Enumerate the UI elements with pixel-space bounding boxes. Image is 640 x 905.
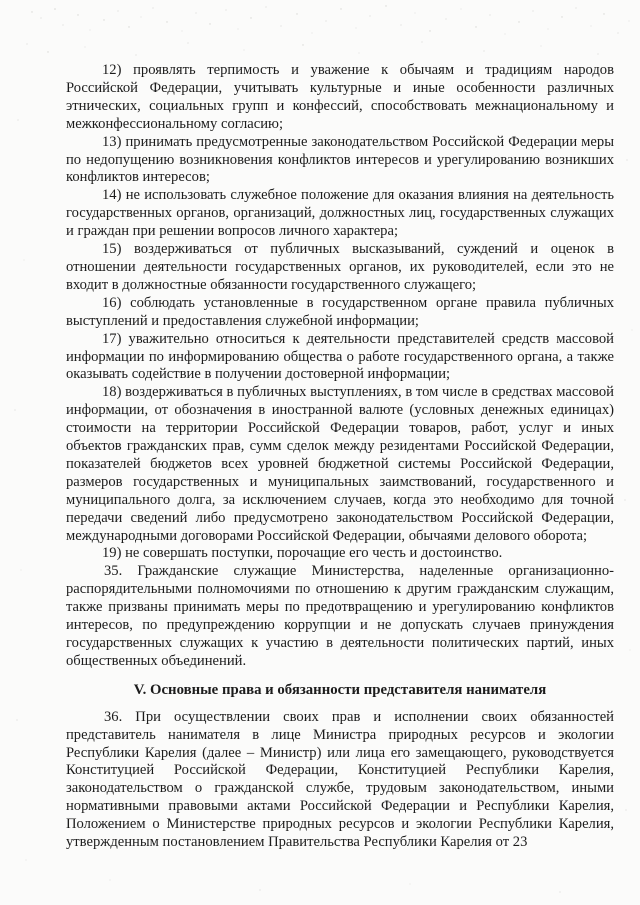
paragraph-35: 35. Гражданские служащие Министерства, наделенные организационно-распорядительными полномочиями по отношению к другим гражданским служащим, также призваны принимать меры по предотвращению и урегулированию конфликтов интересов, по предупреждению коррупции и не допускать случаев принуждения государственных служащих к участию в деятельности политических партий, иных общественных объединений. — [66, 563, 614, 669]
list-item-18: 18) воздерживаться в публичных выступлениях, в том числе в средствах массовой информации, от обозначения в иностранной валюте (условных денежных единицах) стоимости на территории Российской Федерации товаров, работ, услуг и иных объектов гражданских прав, сумм сделок между резидентами Российской Федерации, показателей бюджетов всех уровней бюджетной системы Российской Федерации, размеров государственных и муниципальных заимствований, государственного и муниципального долга, за исключением случаев, когда это необходимо для точной передачи сведений либо предусмотрено законодательством Российской Федерации, международными договорами Российской Федерации, обычаями делового оборота; — [66, 384, 614, 544]
list-item-13: 13) принимать предусмотренные законодательством Российской Федерации меры по недопущению возникновения конфликтов интересов и урегулированию возникших конфликтов интересов; — [66, 133, 614, 186]
list-item-17: 17) уважительно относиться к деятельности представителей средств массовой информации по информированию общества о работе государственного органа, а также оказывать содействие в получении достоверной информации; — [66, 330, 614, 383]
document-body — [66, 62, 614, 852]
list-item-15: 15) воздерживаться от публичных высказываний, суждений и оценок в отношении деятельности государственных органов, их руководителей, если это не входит в должностные обязанности государственного служащего; — [66, 241, 614, 293]
list-item-14: 14) не использовать служебное положение для оказания влияния на деятельность государственных органов, организаций, должностных лиц, государственных служащих и граждан при решении вопросов личного характера; — [66, 187, 614, 240]
list-item-16: 16) соблюдать установленные в государственном органе правила публичных выступлений и предоставления служебной информации; — [66, 294, 614, 329]
list-item-12: 12) проявлять терпимость и уважение к обычаям и традициям народов Российской Федерации, учитывать культурные и иные особенности различных этнических, социальных групп и конфессий, способствовать межнациональному и межконфессиональному согласию; — [66, 62, 614, 132]
paragraph-36: 36. При осуществлении своих прав и исполнении своих обязанностей представитель нанимателя в лице Министра природных ресурсов и экологии Республики Карелия (далее – Министр) или лица его замещающего, руководствуется Конституцией Российской Федерации, Конституцией Республики Карелия, законодательством о гражданской службе, трудовым законодательством, иными нормативными правовыми актами Российской Федерации и Республики Карелия, Положением о Министерстве природных ресурсов и экологии Республики Карелия, утвержденным постановлением Правительства Республики Карелия от 23 — [66, 708, 614, 851]
list-item-19: 19) не совершать поступки, порочащие его честь и достоинство. — [102, 545, 503, 562]
section-heading: V. Основные права и обязанности представителя нанимателя — [133, 681, 547, 698]
